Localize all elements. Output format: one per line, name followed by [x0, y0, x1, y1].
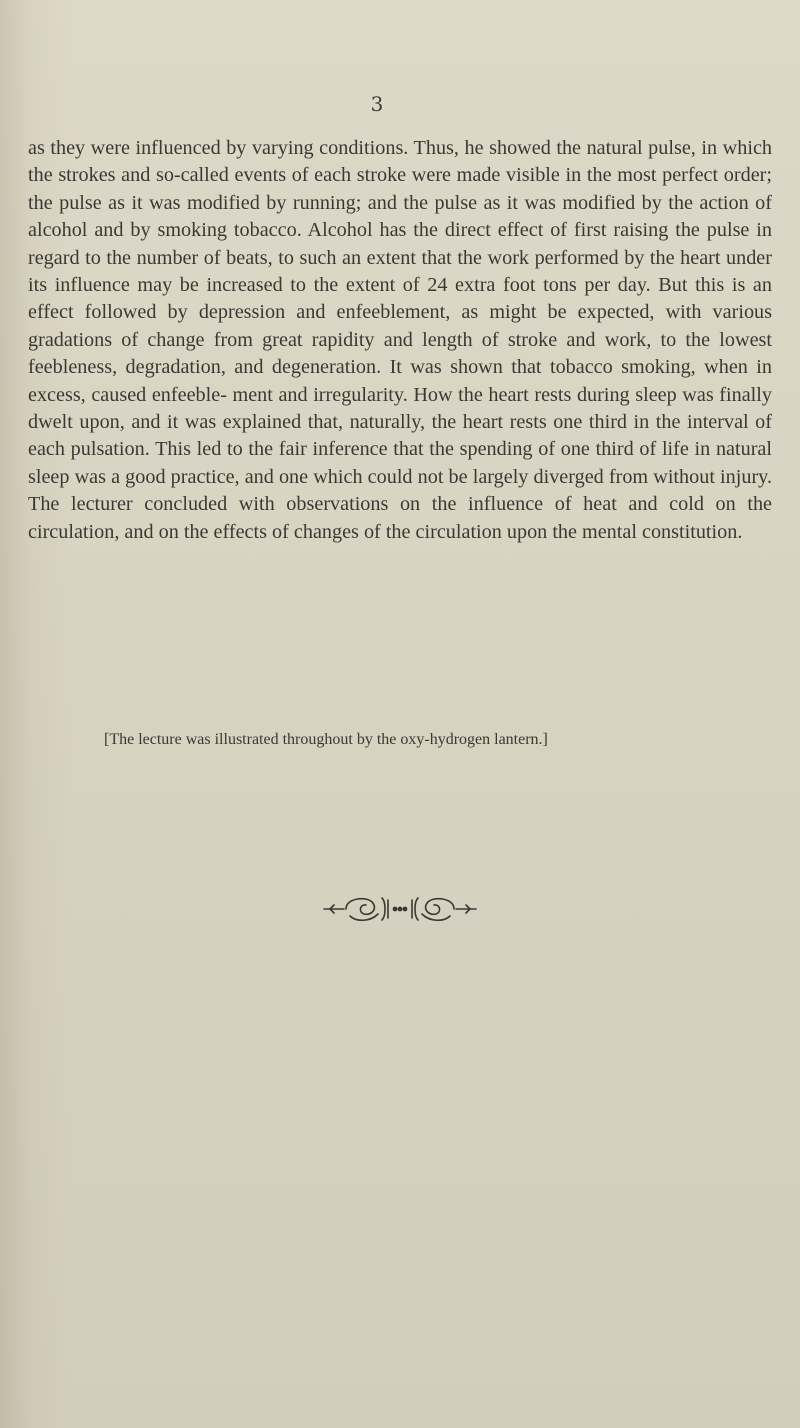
printer-ornament-icon	[320, 888, 480, 928]
lecture-note: [The lecture was illustrated throughout by the oxy-hydrogen lantern.]	[104, 731, 548, 748]
body-paragraph: as they were influenced by varying conditions. Thus, he showed the natural pulse, in which the strokes and so-called events of each stroke were made visible in the most perfect order; the pulse as it was modified by running; and the pulse as it was modified by the action of alcohol and by smoking tobacco. Alcohol has the direct effect of first raising the pulse in regard to the number of beats, to such an extent that the work performed by the heart under its influence may be increased to the extent of 24 extra foot tons per day. But this is an effect followed by depression and enfeeblement, as might be expected, with various gradations of change from great rapidity and length of stroke and work, to the lowest feebleness, degradation, and degeneration. It was shown that tobacco smoking, when in excess, caused enfeeble- ment and irregularity. How the heart rests during sleep was finally dwelt upon, and it was explained that, naturally, the heart rests one third in the interval of each pulsation. This led to the fair inference that the spending of one third of life in natural sleep was a good practice, and one which could not be largely diverged from without injury. The lecturer concluded with observations on the influence of heat and cold on the circulation, and on the effects of changes of the circulation upon the mental constitution.	[28, 137, 772, 543]
page-number: 3	[370, 92, 384, 116]
